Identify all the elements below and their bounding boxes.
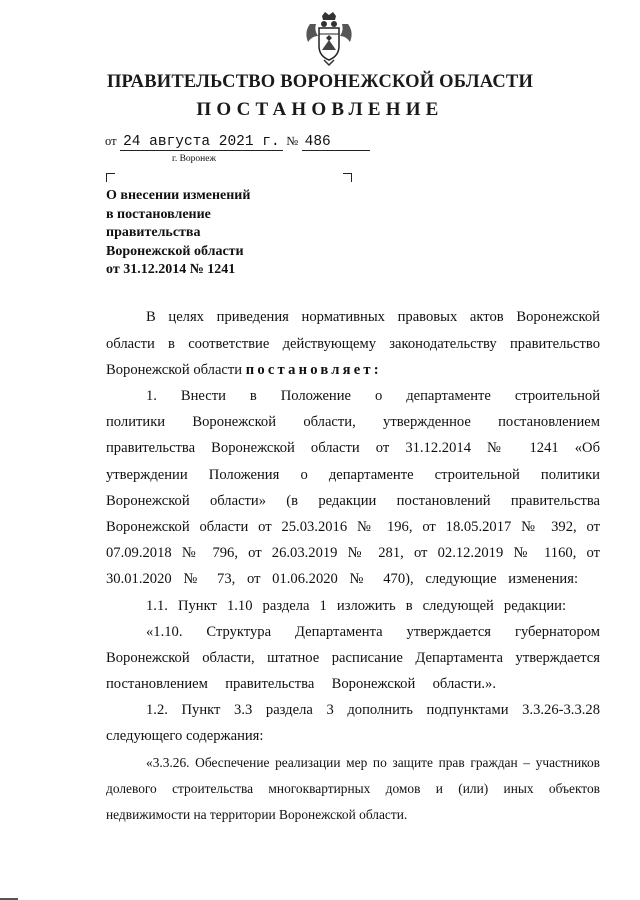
item1-2-line: 1.2. Пункт 3.3 раздела 3 дополнить подпунктами 3.3.26-3.3.28	[146, 702, 600, 718]
subject-line: в постановление	[106, 206, 211, 222]
date-prefix: от	[105, 134, 117, 148]
item1-1-line: Воронежской области, штатное расписание Департамента утверждается	[106, 650, 600, 666]
document-number: 486	[302, 135, 370, 151]
item1-line: Воронежской области от 25.03.2016 № 196, от 18.05.2017 № 392, от	[106, 519, 600, 535]
number-label: №	[286, 134, 299, 148]
item1-line: Воронежской области» (в редакции постановлений правительства	[106, 493, 600, 509]
preamble-line: области в соответствие действующему законодательству правительство	[106, 336, 600, 352]
city: г. Воронеж	[172, 154, 217, 164]
decree-word: постановляет:	[245, 362, 382, 378]
item-3326-line: «3.3.26. Обеспечение реализации мер по защите прав граждан – участников	[146, 755, 600, 770]
item-3326-line: недвижимости на территории Воронежской области.	[106, 807, 408, 822]
item1-2-line: следующего содержания:	[106, 728, 264, 744]
item-3326-line: долевого строительства многоквартирных домов и (или) иных объектов	[106, 781, 600, 796]
subject-corner-right	[343, 173, 352, 182]
item1-line: утверждении Положения о департаменте строительной политики	[106, 467, 600, 483]
document-subject	[106, 187, 250, 280]
item1-1-line: 1.1. Пункт 1.10 раздела 1 изложить в следующей редакции:	[146, 598, 566, 614]
item1-line: политики Воронежской области, утвержденное постановлением	[106, 414, 600, 430]
preamble-line: В целях приведения нормативных правовых актов Воронежской	[146, 309, 600, 325]
item1-line: 07.09.2018 № 796, от 26.03.2019 № 281, от 02.12.2019 № 1160, от	[106, 545, 600, 561]
preamble-end: Воронежской области	[106, 362, 243, 378]
date-number-line	[105, 134, 370, 151]
subject-line: О внесении изменений	[106, 188, 251, 203]
subject-line: Воронежской области	[106, 243, 244, 259]
subject-line: правительства	[106, 225, 201, 241]
document-type: ПОСТАНОВЛЕНИЕ	[196, 99, 444, 120]
item1-1-line: постановлением правительства Воронежской области.».	[106, 676, 496, 692]
subject-line: от 31.12.2014 № 1241	[106, 262, 236, 278]
subject-corner-left	[106, 173, 115, 182]
organization-title: ПРАВИТЕЛЬСТВО ВОРОНЕЖСКОЙ ОБЛАСТИ	[106, 72, 534, 92]
coat-of-arms-icon	[302, 10, 356, 66]
document-date: 24 августа 2021 г.	[120, 135, 283, 151]
item1-line: 30.01.2020 № 73, от 01.06.2020 № 470), следующие изменения:	[106, 571, 578, 587]
item1-line: 1. Внести в Положение о департаменте строительной	[146, 388, 600, 404]
item1-1-line: «1.10. Структура Департамента утверждается губернатором	[146, 624, 600, 640]
item1-line: правительства Воронежской области от 31.12.2014 № 1241 «Об	[106, 440, 600, 456]
preamble-line	[106, 362, 600, 379]
